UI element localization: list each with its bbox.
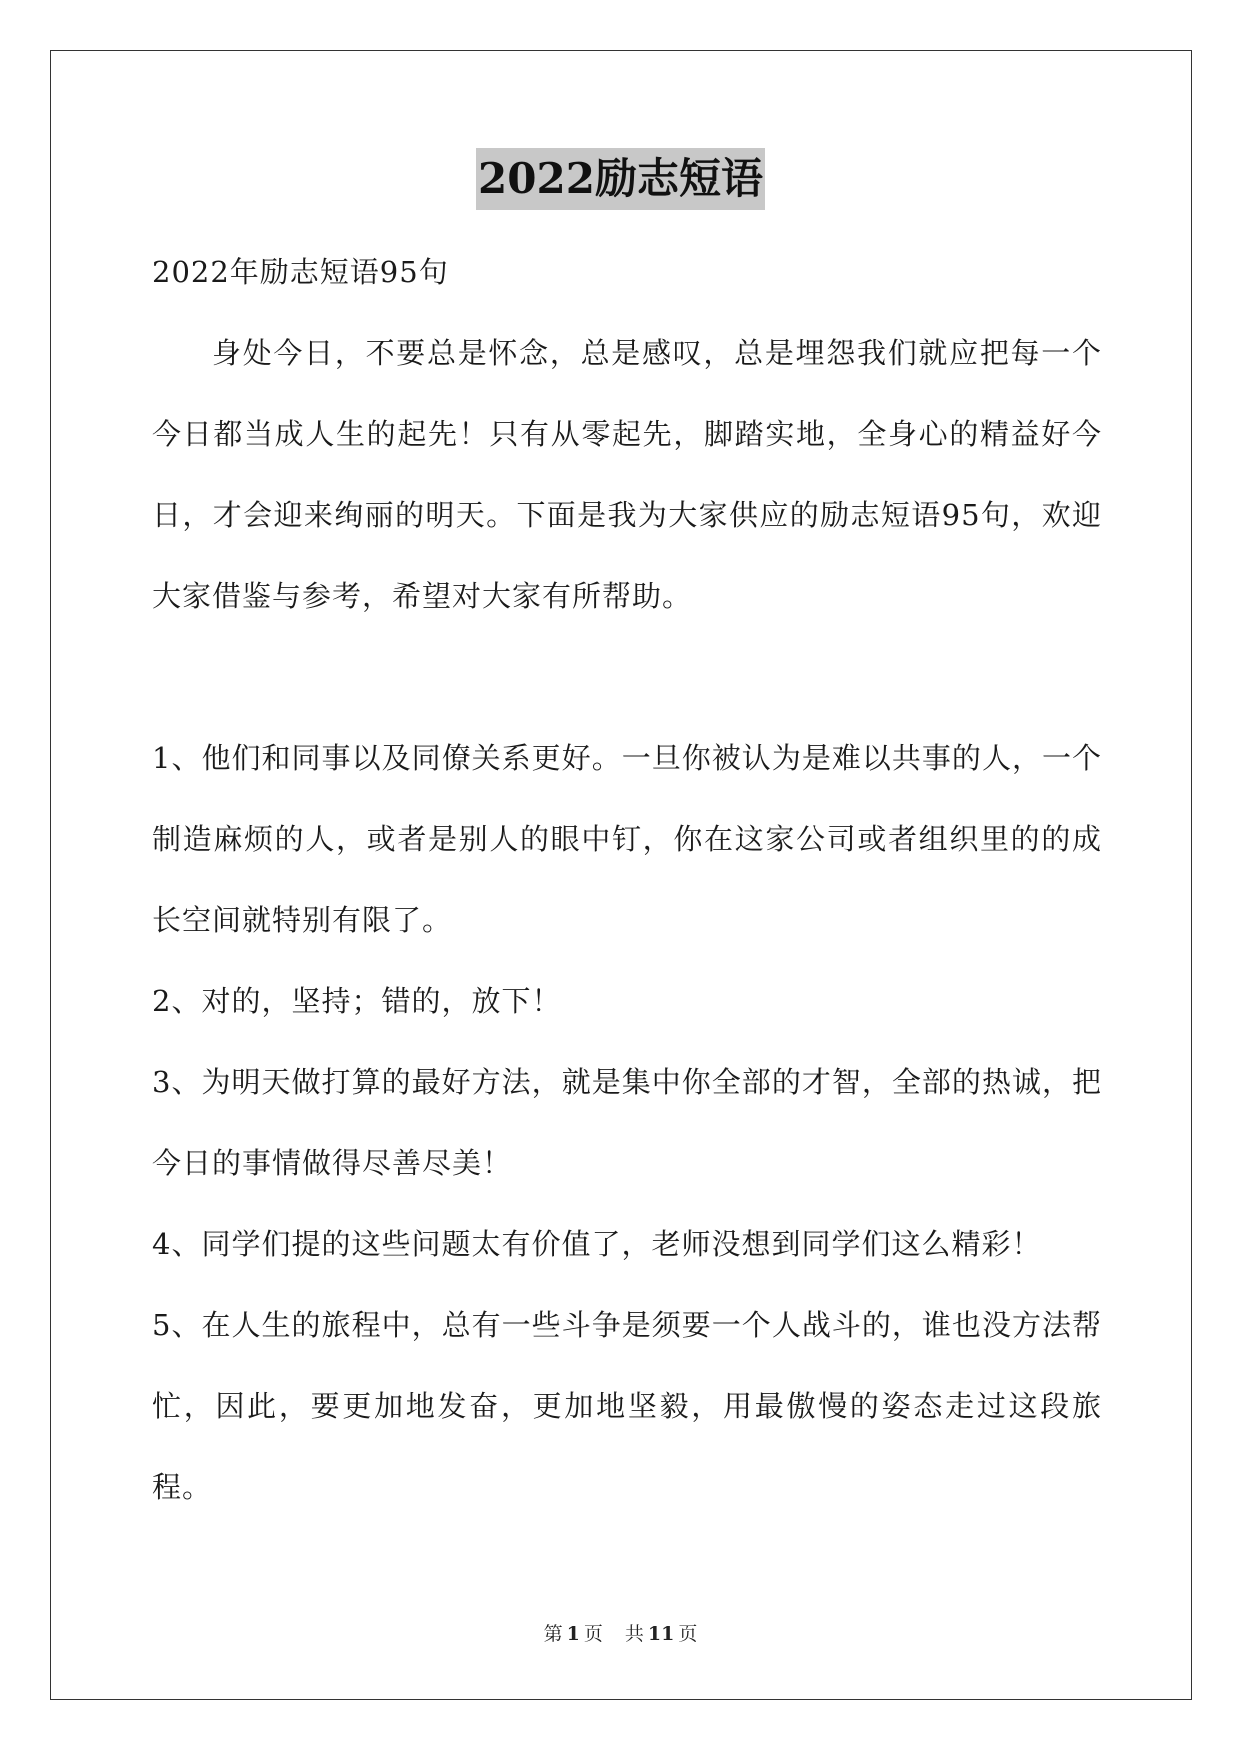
page-label-suffix: 页	[583, 1623, 603, 1645]
page-footer	[0, 1620, 1241, 1648]
total-label-prefix: 共	[624, 1623, 644, 1645]
list-item: 2、对的，坚持；错的，放下！	[152, 984, 562, 1018]
list-item: 5、在人生的旅程中，总有一些斗争是须要一个人战斗的，谁也没方法帮忙，因此，要更加地发奋，更加地坚毅，用最傲慢的姿态走过这段旅程。	[152, 1308, 1102, 1504]
page-label-prefix: 第	[543, 1623, 563, 1645]
current-page-number: 1	[566, 1623, 580, 1645]
list-item: 1、他们和同事以及同僚关系更好。一旦你被认为是难以共事的人，一个制造麻烦的人，或者是别人的眼中钉，你在这家公司或者组织里的的成长空间就特别有限了。	[152, 741, 1102, 937]
list-item: 4、同学们提的这些问题太有价值了，老师没想到同学们这么精彩！	[152, 1227, 1042, 1261]
document-title: 2022励志短语	[476, 148, 765, 210]
intro-paragraph: 身处今日，不要总是怀念，总是感叹，总是埋怨我们就应把每一个今日都当成人生的起先！只有从零起先，脚踏实地，全身心的精益好今日，才会迎来绚丽的明天。下面是我为大家供应的励志短语95句，欢迎大家借鉴与参考，希望对大家有所帮助。	[152, 336, 1102, 613]
total-page-count: 11	[647, 1623, 675, 1645]
total-label-suffix: 页	[678, 1623, 698, 1645]
document-body	[152, 232, 1102, 1528]
paragraph-spacer	[152, 637, 1102, 718]
title-container	[0, 148, 1241, 210]
document-subtitle: 2022年励志短语95句	[152, 255, 449, 289]
list-item: 3、为明天做打算的最好方法，就是集中你全部的才智，全部的热诚，把今日的事情做得尽善尽美！	[152, 1065, 1102, 1180]
